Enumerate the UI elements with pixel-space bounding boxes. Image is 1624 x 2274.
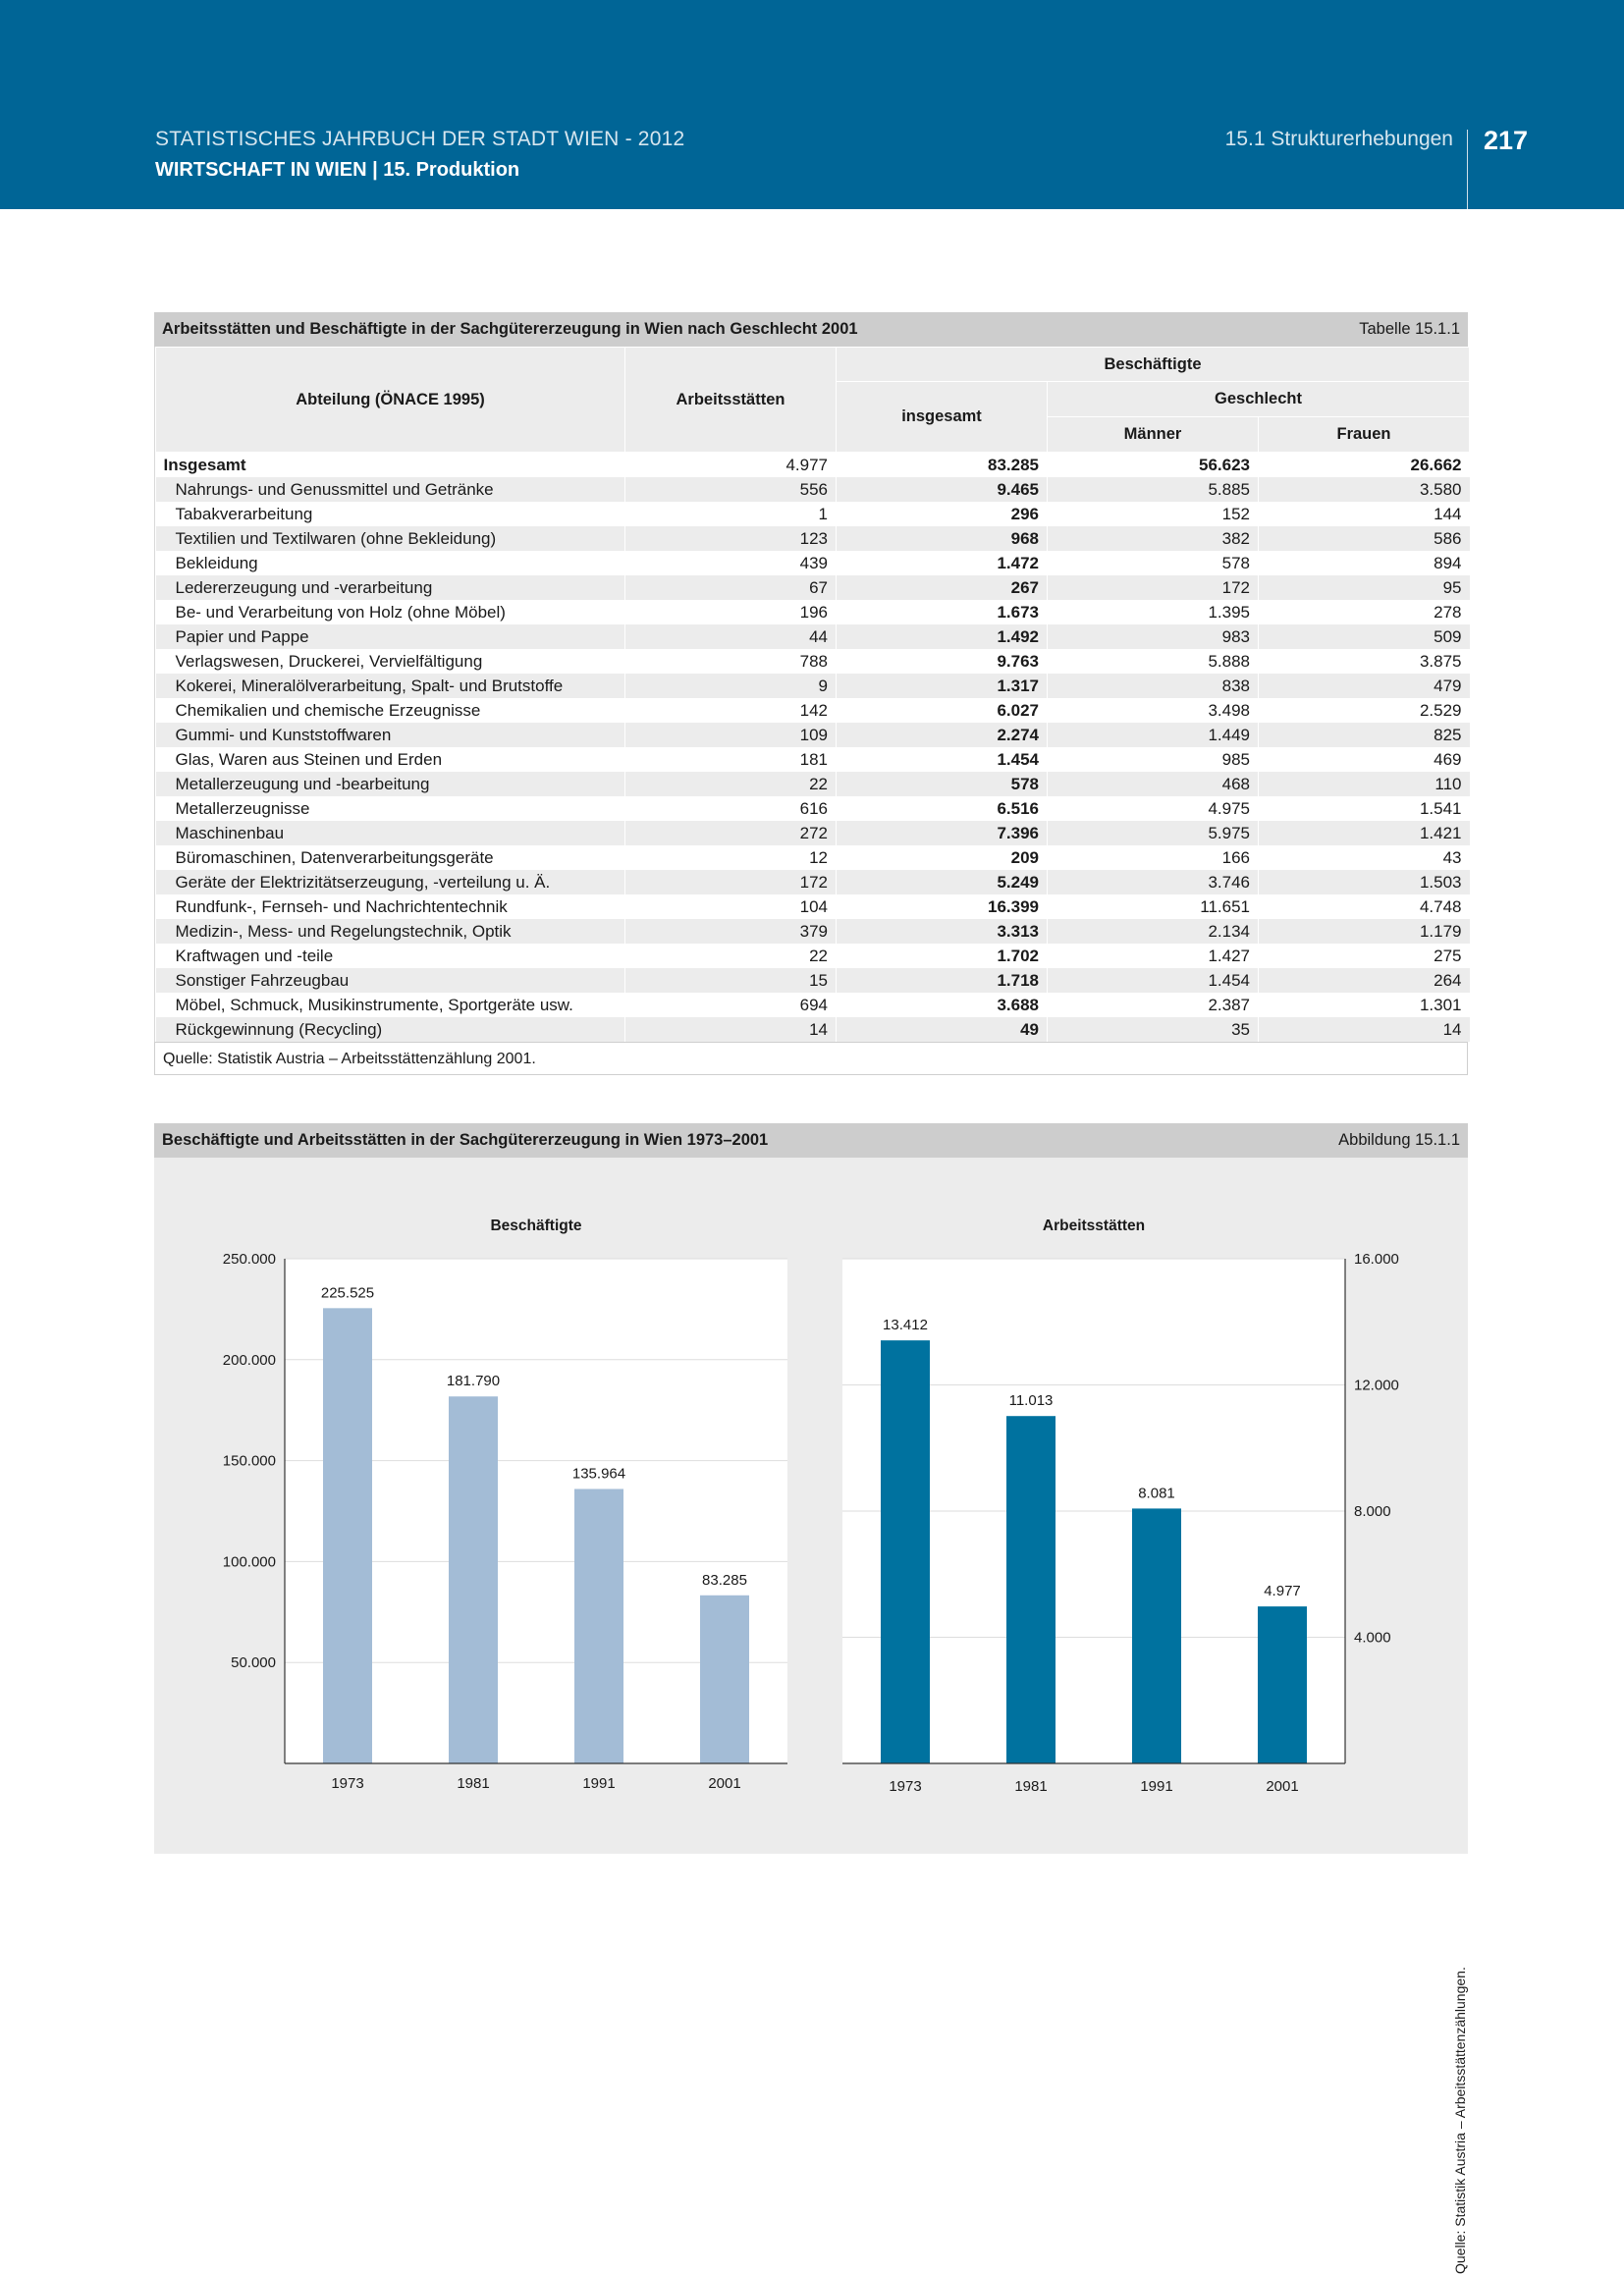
cell-insgesamt: 3.313 [837, 919, 1048, 944]
cell-frauen: 3.580 [1259, 477, 1470, 502]
cell-maenner: 3.498 [1048, 698, 1259, 723]
table-frame [154, 347, 1468, 1042]
right-category-label: 1991 [1140, 1778, 1173, 1795]
left-ytick-label: 200.000 [222, 1351, 276, 1369]
table-row [156, 993, 1470, 1017]
cell-frauen: 1.421 [1259, 821, 1470, 845]
cell-insgesamt: 9.465 [837, 477, 1048, 502]
cell-arbeitsstaetten: 379 [625, 919, 837, 944]
right-bar-1991 [1132, 1508, 1181, 1763]
cell-frauen: 1.503 [1259, 870, 1470, 894]
cell-frauen: 95 [1259, 575, 1470, 600]
cell-maenner: 5.885 [1048, 477, 1259, 502]
row-label: Geräte der Elektrizitätserzeugung, -verteilung u. Ä. [156, 870, 625, 894]
right-category-label: 1981 [1014, 1778, 1048, 1795]
cell-arbeitsstaetten: 181 [625, 747, 837, 772]
cell-maenner: 2.387 [1048, 993, 1259, 1017]
left-value-label: 225.525 [320, 1284, 375, 1302]
right-value-label: 11.013 [1008, 1392, 1054, 1410]
cell-insgesamt: 578 [837, 772, 1048, 796]
left-category-label: 1981 [457, 1775, 490, 1792]
figure-label: Abbildung 15.1.1 [1338, 1131, 1460, 1149]
row-label: Maschinenbau [156, 821, 625, 845]
cell-arbeitsstaetten: 14 [625, 1017, 837, 1042]
table-label: Tabelle 15.1.1 [1359, 320, 1460, 338]
header-insgesamt: insgesamt [837, 382, 1048, 453]
cell-insgesamt: 968 [837, 526, 1048, 551]
cell-maenner: 985 [1048, 747, 1259, 772]
cell-arbeitsstaetten: 15 [625, 968, 837, 993]
table-block [154, 312, 1468, 1075]
table-body [156, 453, 1470, 1043]
table-row [156, 502, 1470, 526]
cell-maenner: 35 [1048, 1017, 1259, 1042]
left-ytick-label: 250.000 [222, 1251, 276, 1268]
cell-maenner: 2.134 [1048, 919, 1259, 944]
cell-insgesamt: 6.027 [837, 698, 1048, 723]
publication-title: STATISTISCHES JAHRBUCH DER STADT WIEN - 2012 [155, 128, 685, 150]
cell-arbeitsstaetten: 109 [625, 723, 837, 747]
cell-insgesamt: 49 [837, 1017, 1048, 1042]
cell-arbeitsstaetten: 788 [625, 649, 837, 674]
row-label: Möbel, Schmuck, Musikinstrumente, Sportgeräte usw. [156, 993, 625, 1017]
table-row [156, 575, 1470, 600]
figure-source: Quelle: Statistik Austria – Arbeitsstättenzählungen. [1452, 1967, 1468, 2274]
section-title: 15.1 Strukturerhebungen [1224, 128, 1453, 150]
table-row [156, 674, 1470, 698]
chapter-title: WIRTSCHAFT IN WIEN | 15. Produktion [155, 159, 520, 181]
row-label: Textilien und Textilwaren (ohne Bekleidung) [156, 526, 625, 551]
row-label: Bekleidung [156, 551, 625, 575]
row-label: Gummi- und Kunststoffwaren [156, 723, 625, 747]
right-category-label: 2001 [1266, 1778, 1299, 1795]
header-arbeitsstaetten: Arbeitsstätten [625, 348, 837, 453]
table-row [156, 600, 1470, 624]
table-row [156, 944, 1470, 968]
right-value-label: 8.081 [1138, 1485, 1175, 1502]
cell-maenner: 5.975 [1048, 821, 1259, 845]
header-geschlecht: Geschlecht [1048, 382, 1470, 417]
row-label: Nahrungs- und Genussmittel und Getränke [156, 477, 625, 502]
cell-maenner: 1.427 [1048, 944, 1259, 968]
table-row-total [156, 453, 1470, 478]
table-row [156, 624, 1470, 649]
header-frauen: Frauen [1259, 417, 1470, 453]
header-abteilung: Abteilung (ÖNACE 1995) [156, 348, 625, 453]
cell-maenner: 468 [1048, 772, 1259, 796]
cell-insgesamt: 3.688 [837, 993, 1048, 1017]
row-label: Ledererzeugung und -verarbeitung [156, 575, 625, 600]
table-row [156, 894, 1470, 919]
right-chart-title: Arbeitsstätten [1042, 1218, 1146, 1234]
cell-arbeitsstaetten: 44 [625, 624, 837, 649]
left-value-label: 83.285 [702, 1571, 747, 1589]
cell-frauen: 469 [1259, 747, 1470, 772]
row-label: Papier und Pappe [156, 624, 625, 649]
cell-frauen: 586 [1259, 526, 1470, 551]
cell-frauen: 264 [1259, 968, 1470, 993]
cell-frauen: 26.662 [1259, 453, 1470, 478]
page-number: 217 [1484, 126, 1529, 155]
charts-svg [154, 1123, 1468, 1854]
cell-maenner: 983 [1048, 624, 1259, 649]
cell-arbeitsstaetten: 22 [625, 944, 837, 968]
cell-arbeitsstaetten: 556 [625, 477, 837, 502]
row-label: Kokerei, Mineralölverarbeitung, Spalt- und Brutstoffe [156, 674, 625, 698]
table-row [156, 968, 1470, 993]
cell-arbeitsstaetten: 9 [625, 674, 837, 698]
table-source: Quelle: Statistik Austria – Arbeitsstättenzählung 2001. [154, 1042, 1468, 1075]
cell-insgesamt: 209 [837, 845, 1048, 870]
left-category-label: 2001 [708, 1775, 741, 1792]
cell-frauen: 509 [1259, 624, 1470, 649]
table-row [156, 526, 1470, 551]
left-bar-1973 [323, 1308, 372, 1763]
cell-arbeitsstaetten: 123 [625, 526, 837, 551]
row-label: Rundfunk-, Fernseh- und Nachrichtentechnik [156, 894, 625, 919]
cell-insgesamt: 1.718 [837, 968, 1048, 993]
table-row [156, 649, 1470, 674]
cell-frauen: 278 [1259, 600, 1470, 624]
cell-frauen: 825 [1259, 723, 1470, 747]
right-ytick-label: 4.000 [1354, 1629, 1391, 1647]
table-row [156, 845, 1470, 870]
data-table [155, 347, 1470, 1042]
cell-maenner: 11.651 [1048, 894, 1259, 919]
left-bar-1991 [574, 1489, 623, 1763]
cell-arbeitsstaetten: 4.977 [625, 453, 837, 478]
cell-frauen: 1.301 [1259, 993, 1470, 1017]
cell-frauen: 3.875 [1259, 649, 1470, 674]
row-label: Kraftwagen und -teile [156, 944, 625, 968]
cell-insgesamt: 1.472 [837, 551, 1048, 575]
table-row [156, 698, 1470, 723]
row-label: Büromaschinen, Datenverarbeitungsgeräte [156, 845, 625, 870]
cell-maenner: 382 [1048, 526, 1259, 551]
cell-frauen: 479 [1259, 674, 1470, 698]
row-label: Insgesamt [156, 453, 625, 478]
cell-maenner: 152 [1048, 502, 1259, 526]
cell-insgesamt: 1.454 [837, 747, 1048, 772]
cell-frauen: 894 [1259, 551, 1470, 575]
cell-insgesamt: 1.492 [837, 624, 1048, 649]
table-row [156, 1017, 1470, 1042]
cell-insgesamt: 1.317 [837, 674, 1048, 698]
cell-arbeitsstaetten: 67 [625, 575, 837, 600]
row-label: Metallerzeugnisse [156, 796, 625, 821]
left-category-label: 1973 [331, 1775, 364, 1792]
table-row [156, 919, 1470, 944]
left-ytick-label: 150.000 [222, 1452, 276, 1470]
cell-arbeitsstaetten: 104 [625, 894, 837, 919]
right-ytick-label: 12.000 [1354, 1377, 1399, 1394]
table-row [156, 723, 1470, 747]
cell-maenner: 5.888 [1048, 649, 1259, 674]
row-label: Sonstiger Fahrzeugbau [156, 968, 625, 993]
left-chart-title: Beschäftigte [490, 1218, 582, 1234]
header-divider [1467, 130, 1468, 209]
cell-arbeitsstaetten: 142 [625, 698, 837, 723]
cell-frauen: 1.541 [1259, 796, 1470, 821]
cell-insgesamt: 296 [837, 502, 1048, 526]
left-value-label: 135.964 [571, 1465, 626, 1483]
cell-arbeitsstaetten: 439 [625, 551, 837, 575]
cell-maenner: 578 [1048, 551, 1259, 575]
row-label: Tabakverarbeitung [156, 502, 625, 526]
cell-maenner: 838 [1048, 674, 1259, 698]
cell-insgesamt: 5.249 [837, 870, 1048, 894]
cell-insgesamt: 9.763 [837, 649, 1048, 674]
row-label: Rückgewinnung (Recycling) [156, 1017, 625, 1042]
header-beschaeftigte: Beschäftigte [837, 348, 1470, 382]
right-bar-2001 [1258, 1606, 1307, 1763]
row-label: Glas, Waren aus Steinen und Erden [156, 747, 625, 772]
left-bar-2001 [700, 1596, 749, 1763]
cell-arbeitsstaetten: 196 [625, 600, 837, 624]
right-ytick-label: 16.000 [1354, 1251, 1399, 1268]
row-label: Verlagswesen, Druckerei, Vervielfältigung [156, 649, 625, 674]
cell-maenner: 1.395 [1048, 600, 1259, 624]
cell-arbeitsstaetten: 616 [625, 796, 837, 821]
right-bar-1981 [1006, 1416, 1056, 1763]
right-value-label: 4.977 [1264, 1583, 1301, 1600]
cell-arbeitsstaetten: 694 [625, 993, 837, 1017]
cell-frauen: 2.529 [1259, 698, 1470, 723]
cell-insgesamt: 1.702 [837, 944, 1048, 968]
cell-arbeitsstaetten: 12 [625, 845, 837, 870]
row-label: Chemikalien und chemische Erzeugnisse [156, 698, 625, 723]
table-title: Arbeitsstätten und Beschäftigte in der Sachgütererzeugung in Wien nach Geschlecht 2001 [162, 320, 858, 338]
cell-insgesamt: 267 [837, 575, 1048, 600]
cell-insgesamt: 7.396 [837, 821, 1048, 845]
cell-frauen: 144 [1259, 502, 1470, 526]
cell-frauen: 275 [1259, 944, 1470, 968]
row-label: Be- und Verarbeitung von Holz (ohne Möbel) [156, 600, 625, 624]
cell-frauen: 4.748 [1259, 894, 1470, 919]
row-label: Metallerzeugung und -bearbeitung [156, 772, 625, 796]
cell-insgesamt: 16.399 [837, 894, 1048, 919]
left-value-label: 181.790 [446, 1373, 501, 1390]
cell-maenner: 166 [1048, 845, 1259, 870]
table-row [156, 870, 1470, 894]
left-ytick-label: 100.000 [222, 1553, 276, 1571]
figure-title: Beschäftigte und Arbeitsstätten in der Sachgütererzeugung in Wien 1973–2001 [162, 1131, 769, 1149]
table-caption-bar [154, 312, 1468, 347]
table-row [156, 821, 1470, 845]
left-ytick-label: 50.000 [231, 1654, 276, 1672]
cell-arbeitsstaetten: 22 [625, 772, 837, 796]
cell-frauen: 14 [1259, 1017, 1470, 1042]
left-bar-1981 [449, 1396, 498, 1763]
cell-insgesamt: 1.673 [837, 600, 1048, 624]
cell-insgesamt: 83.285 [837, 453, 1048, 478]
left-category-label: 1991 [582, 1775, 616, 1792]
table-row [156, 551, 1470, 575]
right-ytick-label: 8.000 [1354, 1503, 1391, 1520]
table-row [156, 747, 1470, 772]
cell-maenner: 1.449 [1048, 723, 1259, 747]
header-maenner: Männer [1048, 417, 1259, 453]
cell-maenner: 1.454 [1048, 968, 1259, 993]
cell-frauen: 1.179 [1259, 919, 1470, 944]
header-band [0, 0, 1624, 209]
cell-maenner: 4.975 [1048, 796, 1259, 821]
cell-maenner: 56.623 [1048, 453, 1259, 478]
cell-maenner: 172 [1048, 575, 1259, 600]
cell-arbeitsstaetten: 272 [625, 821, 837, 845]
table-row [156, 772, 1470, 796]
cell-insgesamt: 2.274 [837, 723, 1048, 747]
cell-insgesamt: 6.516 [837, 796, 1048, 821]
table-row [156, 477, 1470, 502]
right-category-label: 1973 [889, 1778, 922, 1795]
table-row [156, 796, 1470, 821]
cell-arbeitsstaetten: 1 [625, 502, 837, 526]
right-bar-1973 [881, 1340, 930, 1763]
figure-block [154, 1123, 1468, 2274]
cell-frauen: 110 [1259, 772, 1470, 796]
cell-arbeitsstaetten: 172 [625, 870, 837, 894]
row-label: Medizin-, Mess- und Regelungstechnik, Optik [156, 919, 625, 944]
cell-frauen: 43 [1259, 845, 1470, 870]
right-value-label: 13.412 [883, 1317, 928, 1334]
cell-maenner: 3.746 [1048, 870, 1259, 894]
